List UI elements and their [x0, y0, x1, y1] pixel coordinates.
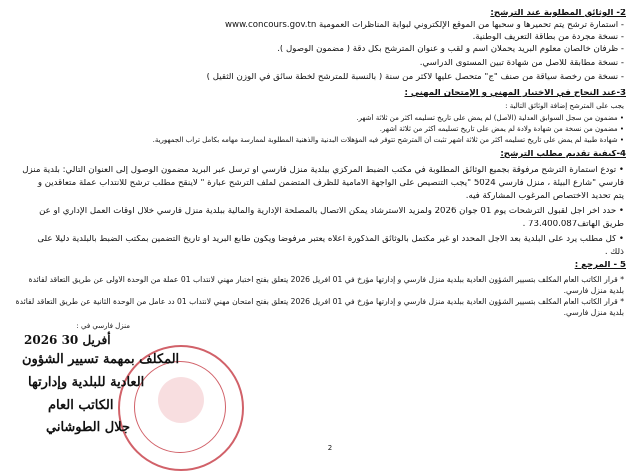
section-3-intro: يجب على المترشح إضافة الوثائق التالية :: [505, 102, 624, 110]
list-item: * قرار الكاتب العام المكلف بتسيير الشؤون العادية ببلدية منزل فارسي و إدارتها مؤرخ في 01 أفريل 2026 يتعلق بفتح اختبار مهني لانتداب 01 عملة من الوحدة الأولى عن طريق التعاقد لفائدة: [28, 276, 624, 284]
stamp-emblem: [158, 377, 204, 423]
list-item: بلدية منزل فارسي.: [563, 309, 624, 317]
list-item: • شهادة طبية لم يمض على تاريخ تسليمه أكثر من ثلاثة أشهر تثبت أن المترشح تتوفر فيه المؤهلات البدنية والذهنية المطلوبة لممارسة مهامه بكامل تراب الجمهورية.: [152, 136, 624, 144]
signatory-title-line2: العادية للبلدية وإدارتها: [28, 375, 145, 390]
section-5-title: 5 - المرجع :: [574, 261, 626, 270]
list-item: طريق الهاتف73.400.087 .: [522, 220, 624, 229]
list-item: - نسخة مجردة من بطاقة التعريف الوطنية.: [472, 33, 624, 42]
section-3-title: 3-عند النجاح في الاختبار المهني و الإمتحان المهني :: [404, 89, 626, 98]
list-item: * قرار الكاتب العام المكلف بتسيير الشؤون العادية ببلدية منزل فارسي و إدارتها مؤرخ في 01 أفريل 2026 يتعلق بفتح امتحان مهني لانتداب 01 دد عامل من الوحدة الثانية عن طريق التعاقد لفائدة: [15, 298, 624, 306]
list-item: بلدية منزل فارسي.: [563, 287, 624, 295]
list-item: ذلك .: [604, 248, 624, 257]
signatory-title-line1: المكلف بمهمة تسيير الشؤون: [22, 352, 180, 367]
list-item: • تودع استمارة الترشح مرفوقة بجميع الوثائق المطلوبة في مكتب الضبط المركزي ببلدية منزل فارسي أو ترسل عبر البريد مضمون الوصول إلى العنوان التالي: بلدية منزل: [22, 166, 624, 175]
list-item: - نسخة مطابقة للأصل من شهادة تبين المستوى الدراسي.: [419, 59, 624, 68]
list-item: فارسي "شارع البيئة ، منزل فارسي 5024 "يجب التنصيص على الواجهة الأمامية للظرف المتضمن لملف الترشح عبارة " لاينقح مطلب ترشح للانتداب عملة متعاقدين و: [37, 179, 624, 188]
place-date-label: منزل فارسي في :: [76, 322, 130, 330]
list-item: • كل مطلب يرد على البلدية بعد الأجل المحدد أو غير مكتمل بالوثائق المذكورة أعلاه يعتبر مرفوضا ويكون طابع البريد أو تاريخ التضمين بمكتب الضبط بالبلدية دليلا على: [37, 235, 624, 244]
signatory-title-line3: الكاتب العام: [48, 398, 114, 413]
list-item: • مضمون من نسخة من شهادة ولادة لم يمض على تاريخ تسليمه أكثر من ثلاثة أشهر.: [379, 125, 624, 133]
list-item: - نسخة من رخصة سياقة من صنف "ج" متحصل عليها لأكثر من سنة ( بالنسبة للمترشح لخطة سائق في الوزن الثقيل ): [206, 73, 624, 82]
list-item: - ظرفان خالصان معلوم البريد يحملان اسم و لقب و عنوان المترشح بكل دقة ( مضمون الوصول ).: [277, 45, 624, 54]
list-item: يتم تحديد الاختصاص المرغوب المشاركة فيه.: [465, 192, 624, 201]
page-number: 2: [327, 444, 333, 452]
section-4-title: 4-كيفية تقديم مطلب الترشح:: [500, 150, 626, 159]
list-item: • حدد آخر أجل لقبول الترشحات يوم 01 جوان 2026 ولمزيد الاسترشاد يمكن الاتصال بالمصلحة الإدارية والمالية ببلدية منزل فارسي خلال أوقات العمل الإداري أو عن: [39, 207, 624, 216]
handwritten-date: 2026 أفريل 30: [24, 333, 111, 347]
section-2-title: 2- الوثائق المطلوبة عند الترشح:: [490, 9, 626, 18]
list-item: • مضمون من سجل السوابق العدلية (الأصل) لم يمض على تاريخ تسليمه أكثر من ثلاثة أشهر.: [356, 114, 624, 122]
signatory-name: جلال الطوشاني: [46, 420, 131, 435]
list-item: - استمارة ترشح يتم تحميرها و سحبها من الموقع الإلكتروني لبوابة المناظرات العمومية www.concours.gov.tn: [225, 21, 624, 30]
